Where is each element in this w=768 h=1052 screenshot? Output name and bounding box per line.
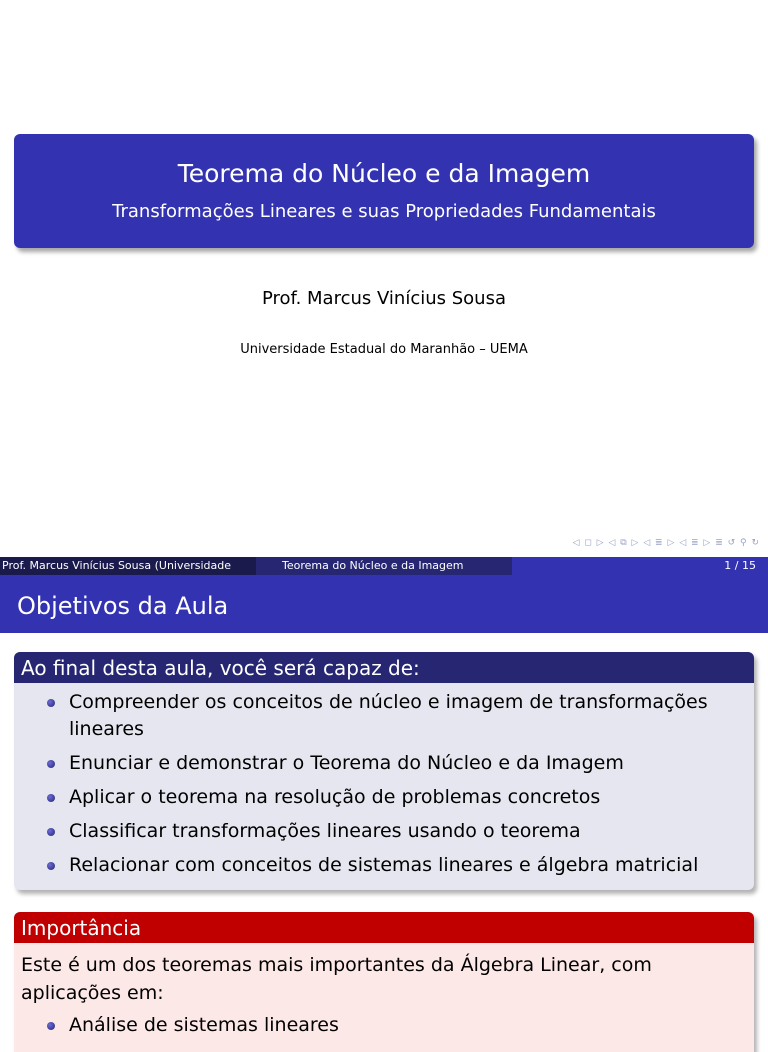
presentation-title: Teorema do Núcleo e da Imagem [177,159,591,188]
list-item: Análise de sistemas lineares [14,1012,754,1039]
presentation-subtitle: Transformações Lineares e suas Propriedades Fundamentais [112,201,656,222]
objectives-block [14,652,754,890]
objectives-list [14,683,754,879]
frame-title-bar [0,575,768,633]
bullet-icon [47,862,55,870]
objectives-block-title: Ao final desta aula, você será capaz de: [14,652,754,683]
bullet-icon [47,828,55,836]
list-item: Compreender os conceitos de núcleo e imagem de transformações lineares [14,689,754,743]
importance-block-title: Importância [14,912,754,943]
footline [0,557,768,575]
footline-title: Teorema do Núcleo e da Imagem [256,557,512,575]
frame-title: Objetivos da Aula [17,592,229,620]
list-item: Enunciar e demonstrar o Teorema do Núcleo e da Imagem [14,750,754,777]
bullet-icon [47,794,55,802]
bullet-icon [47,699,55,707]
bullet-icon [47,760,55,768]
institute-name: Universidade Estadual do Maranhão – UEMA [240,342,528,357]
title-box [14,134,754,248]
author-name: Prof. Marcus Vinícius Sousa [262,288,506,309]
footline-page-number: 1 / 15 [512,557,768,575]
footline-author: Prof. Marcus Vinícius Sousa (Universidade [0,557,256,575]
importance-text: Este é um dos teoremas mais importantes da Álgebra Linear, com aplicações em: [21,954,652,1004]
importance-block [14,912,754,1052]
beamer-navigation-icons[interactable]: ◁ ◻ ▷ ◁ ⧉ ▷ ◁ ≣ ▷ ◁ ≣ ▷ ≣ ↺ ⚲ ↻ [572,538,760,548]
list-item: Relacionar com conceitos de sistemas lineares e álgebra matricial [14,852,754,879]
list-item: Aplicar o teorema na resolução de problemas concretos [14,784,754,811]
list-item: Classificar transformações lineares usando o teorema [14,818,754,845]
bullet-icon [47,1022,55,1030]
